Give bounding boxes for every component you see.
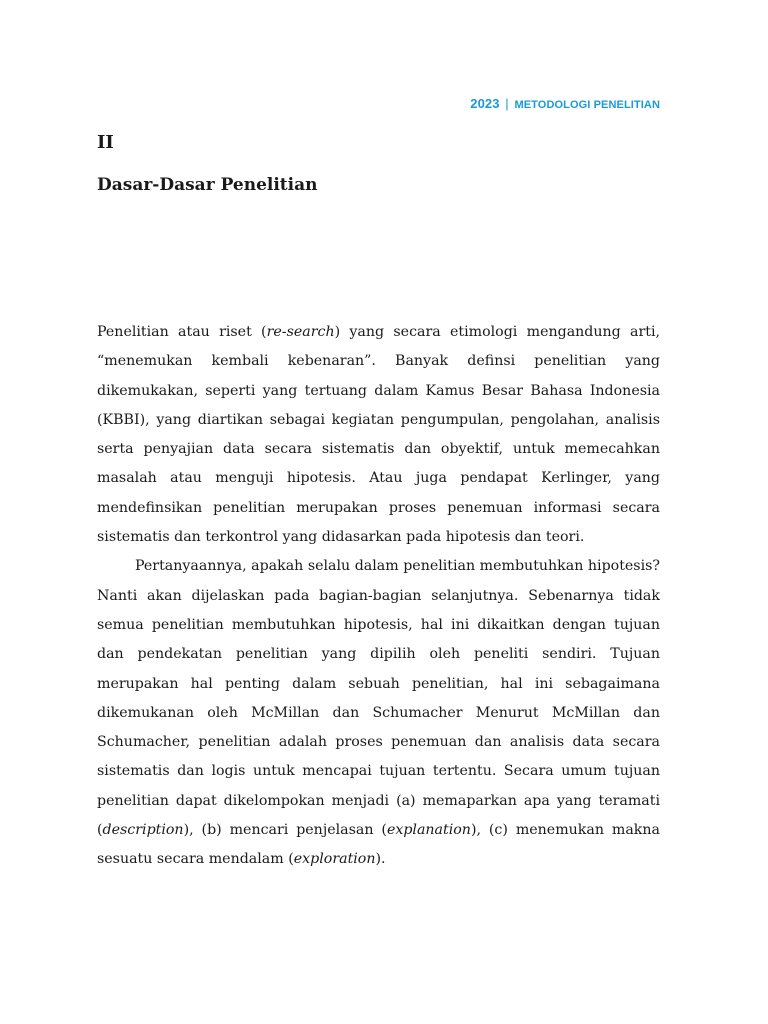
paragraph-2-text-a: Pertanyaannya, apakah selalu dalam penelitian membutuhkan hipotesis? Nanti akan dijelaskan pada bagian-bagian selanjutnya. Sebenarnya tidak semua penelitian membutuhkan hipotesis, hal ini dikaitkan dengan tujuan dan pendekatan penelitian yang dipilih oleh peneliti sendiri. Tujuan merupakan hal penting dalam sebuah penelitian, hal ini sebagaimana dikemukanan oleh McMillan dan Schumacher Menurut McMillan dan Schumacher, penelitian adalah proses penemuan dan analisis data secara sistematis dan logis untuk mencapai tujuan tertentu. Secara umum tujuan penelitian dapat dikelompokan menjadi (a) memaparkan apa yang teramati ( [97,558,660,839]
paragraph-2-text-d: ). [375,851,386,868]
header-separator: | [505,96,509,111]
paragraph-2-term-exploration: exploration [293,851,376,868]
paragraph-2-text-b: ), (b) mencari penjelasan ( [183,822,387,839]
body-text [97,318,660,875]
paragraph-2-text-c: ), (c) menemukan makna sesuatu secara mendalam ( [97,822,660,868]
paragraph-1-text-b: ) yang secara etimologi mengandung arti, “menemukan kembali kebenaran”. Banyak definsi penelitian yang dikemukakan, seperti yang tertuang dalam Kamus Besar Bahasa Indonesia (KBBI), yang diartikan sebagai kegiatan pengumpulan, pengolahan, analisis serta penyajian data secara sistematis dan obyektif, untuk memecahkan masalah atau menguji hipotesis. Atau juga pendapat Kerlinger, yang mendefinsikan penelitian merupakan proses penemuan informasi secara sistematis dan terkontrol yang didasarkan pada hipotesis dan teori. [97,324,660,546]
paragraph-1-text-a: Penelitian atau riset ( [97,324,267,340]
paragraph-2-term-explanation: explanation [386,822,471,839]
header-year: 2023 [470,96,500,111]
running-header [470,96,660,111]
header-topic: METODOLOGI PENELITIAN [514,99,660,111]
paragraph-2-term-description: description [102,822,184,839]
paragraph-1 [97,318,660,552]
chapter-title: Dasar-Dasar Penelitian [97,175,318,195]
paragraph-2 [97,552,660,874]
paragraph-1-term-research: re-search [266,324,335,340]
chapter-number: II [97,132,114,153]
